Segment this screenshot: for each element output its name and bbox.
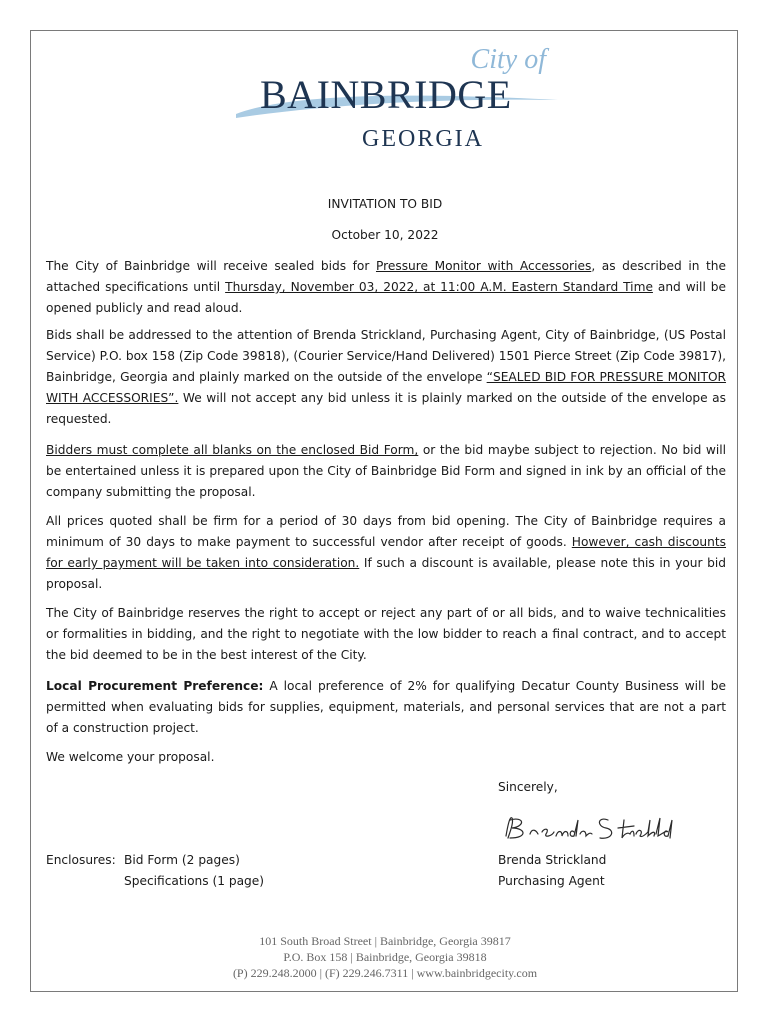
paragraph-intro: The City of Bainbridge will receive sealed bids for Pressure Monitor with Accessories, as described in the attached specifications until Thursday, November 03, 2022, at 11:00 A.M. Eastern Standard Time and will be opened publicly and read aloud.: [46, 259, 727, 315]
envelope-marking: “SEALED BID FOR PRESSURE MONITOR WITH ACCESSORIES”.: [46, 370, 727, 405]
paragraph-bid-form: Bidders must complete all blanks on the enclosed Bid Form, or the bid maybe subject to rejection. No bid will be entertained unless it is prepared upon the City of Bainbridge Bid Form and signed in ink by an official of the company submitting the proposal.: [46, 443, 726, 499]
logo-georgia: GEORGIA: [362, 126, 484, 152]
footer-address: 101 South Broad Street | Bainbridge, Georgia 39817: [259, 934, 511, 948]
bid-deadline: Thursday, November 03, 2022, at 11:00 A.M. Eastern Standard Time: [225, 280, 653, 294]
logo-bainbridge: BAINBRIDGE: [260, 72, 512, 117]
signer-name: Brenda Strickland: [498, 853, 607, 867]
footer-contact: (P) 229.248.2000 | (F) 229.246.7311 | www.bainbridgecity.com: [232, 966, 538, 980]
signature: [500, 806, 675, 848]
paragraph-rights: The City of Bainbridge reserves the right to accept or reject any part of or all bids, and to waive technicalities or formalities in bidding, and the right to negotiate with the low bidder to reach a final contract, and to accept the bid deemed to be in the best interest of the City.: [46, 606, 726, 662]
logo-city-of: City of: [470, 44, 546, 75]
enclosure-item: Specifications (1 page): [124, 874, 265, 888]
document-title: INVITATION TO BID: [327, 197, 443, 211]
enclosures-label: Enclosures:: [46, 853, 116, 867]
paragraph-pricing: All prices quoted shall be firm for a period of 30 days from bid opening. The City of Bainbridge requires a minimum of 30 days to make payment to successful vendor after receipt of goods. However, cash discounts for early payment will be taken into consideration. If such a discount is available, please note this in your bid proposal.: [46, 514, 726, 591]
city-logo: [228, 42, 568, 157]
signer-title: Purchasing Agent: [498, 874, 605, 888]
paragraph-local-preference: Local Procurement Preference: A local preference of 2% for qualifying Decatur County Business will be permitted when evaluating bids for supplies, equipment, materials, and personal services that are not a part of a construction project.: [46, 679, 726, 735]
footer-po-box: P.O. Box 158 | Bainbridge, Georgia 39818: [283, 950, 487, 964]
sincerely: Sincerely,: [498, 780, 558, 794]
document-date: October 10, 2022: [331, 228, 439, 242]
bid-item-name: Pressure Monitor with Accessories: [375, 259, 592, 273]
paragraph-welcome: We welcome your proposal.: [46, 750, 215, 764]
paragraph-addressing: Bids shall be addressed to the attention of Brenda Strickland, Purchasing Agent, City of Bainbridge, (US Postal Service) P.O. box 158 (Zip Code 39818), (Courier Service/Hand Delivered) 1501 Pierce Street (Zip Code 39817), Bainbridge, Georgia and plainly marked on the outside of the envelope “SEALED BID FOR PRESSURE MONITOR WITH ACCESSORIES”. We will not accept any bid unless it is plainly marked on the outside of the envelope as requested.: [46, 328, 727, 426]
enclosure-item: Bid Form (2 pages): [124, 853, 240, 867]
